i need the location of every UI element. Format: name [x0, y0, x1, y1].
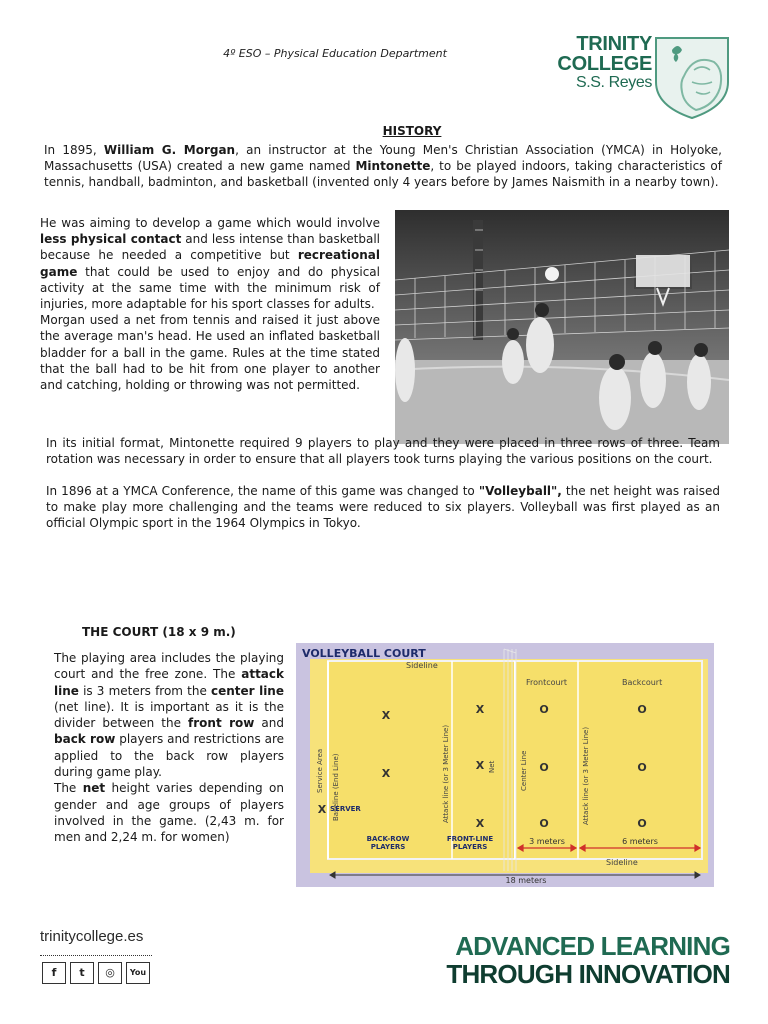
- instagram-icon[interactable]: ◎: [98, 962, 122, 984]
- center-line-label: Center Line: [520, 750, 528, 791]
- server-label: SERVER: [330, 805, 361, 813]
- player-o: O: [637, 703, 647, 716]
- trinity-college-logo: [556, 34, 732, 120]
- website-url[interactable]: trinitycollege.es: [40, 928, 144, 945]
- player-x: X: [381, 709, 391, 722]
- tagline-line-2: THROUGH INNOVATION: [446, 959, 730, 989]
- youtube-icon[interactable]: You: [126, 962, 150, 984]
- player-x: X: [475, 817, 485, 830]
- facebook-icon[interactable]: f: [42, 962, 66, 984]
- front-line-players-label: PLAYERS: [452, 843, 488, 851]
- footer-divider: [40, 955, 152, 956]
- backcourt-label: Backcourt: [622, 678, 663, 687]
- baseline-label: Baseline (End Line): [332, 753, 340, 821]
- history-paragraph-3: In its initial format, Mintonette required 9 players to play and they were placed in three rows of three. Team rotation was necessary in order to ensure that all players took turns playing the various positions on the court.: [46, 436, 720, 466]
- player-x: X: [317, 803, 327, 816]
- twitter-icon[interactable]: t: [70, 962, 94, 984]
- six-meters-label: 6 meters: [622, 837, 658, 846]
- tagline: [418, 932, 730, 988]
- service-area-label: Service Area: [316, 748, 324, 793]
- historic-volleyball-photo: [395, 210, 729, 444]
- logo-line-2: COLLEGE: [557, 53, 652, 75]
- back-row-label: BACK-ROW: [366, 835, 410, 843]
- player-o: O: [637, 761, 647, 774]
- sideline-bottom-label: Sideline: [606, 858, 638, 867]
- court-section-title: THE COURT (18 x 9 m.): [82, 625, 236, 639]
- history-paragraph-1: In 1895, William G. Morgan, an instructor at the Young Men's Christian Association (YMCA) in Holyoke, Massachusetts (USA) created a new game named Mintonette, to be played indoors, taking characteristics of tennis, handball, badminton, and basketball (invented only 4 years before by James Naismith in a nearby town).: [44, 143, 723, 189]
- three-meters-label: 3 meters: [529, 837, 565, 846]
- department-header: 4º ESO – Physical Education Department: [223, 47, 447, 60]
- history-paragraph-4: In 1896 at a YMCA Conference, the name of this game was changed to "Volleyball", the net height was raised to make play more challenging and the teams were reduced to six players. Volleyball was first played as an official Olympic sport in the 1964 Olympics in Tokyo.: [46, 484, 720, 530]
- player-o: O: [539, 703, 549, 716]
- back-row-players-label: PLAYERS: [370, 843, 406, 851]
- front-line-label: FRONT-LINE: [446, 835, 494, 843]
- lion-shield-icon: [654, 36, 730, 120]
- history-paragraph-2: He was aiming to develop a game which would involve less physical contact and less intense than basketball because he needed a competitive but recreational game that could be used to enjoy and do physical activity at the same time with the minimum risk of injuries, more adaptable for his sport classes for adults. Morgan used a net from tennis and raised it just above the average man's head. He used an inflated basketball bladder for a ball in the game. Rules at the time stated that the ball had to be hit from one player to another and catching, holding or throwing was not permitted.: [40, 216, 380, 393]
- player-o: O: [539, 817, 549, 830]
- logo-line-3: S.S. Reyes: [575, 74, 652, 91]
- history-title: HISTORY: [382, 124, 442, 138]
- player-x: X: [475, 703, 485, 716]
- volleyball-court-diagram: [296, 643, 714, 887]
- player-o: O: [637, 817, 647, 830]
- player-o: O: [539, 761, 549, 774]
- eighteen-meters-label: 18 meters: [505, 876, 547, 885]
- court-paragraph: The playing area includes the playing court and the free zone. The attack line is 3 meters from the center line (net line). It is important as it is the divider between the front row and back row players and restrictions are applied to the back row players during game play. The net height varies depending on gender and age groups of players involved in the game. (2,43 m. for men and 2,24 m. for women): [54, 651, 285, 845]
- tagline-line-1: ADVANCED LEARNING: [455, 931, 730, 961]
- frontcourt-label: Frontcourt: [526, 678, 568, 687]
- player-x: X: [381, 767, 391, 780]
- social-icons: [42, 962, 150, 984]
- logo-line-1: TRINITY: [576, 33, 652, 55]
- diagram-title: VOLLEYBALL COURT: [302, 647, 426, 660]
- player-x: X: [475, 759, 485, 772]
- attack-line-left-label: Attack line (or 3 Meter Line): [442, 724, 450, 823]
- net-label: Net: [488, 760, 496, 773]
- sideline-top-label: Sideline: [406, 661, 438, 670]
- attack-line-right-label: Attack line (or 3 Meter Line): [582, 726, 590, 825]
